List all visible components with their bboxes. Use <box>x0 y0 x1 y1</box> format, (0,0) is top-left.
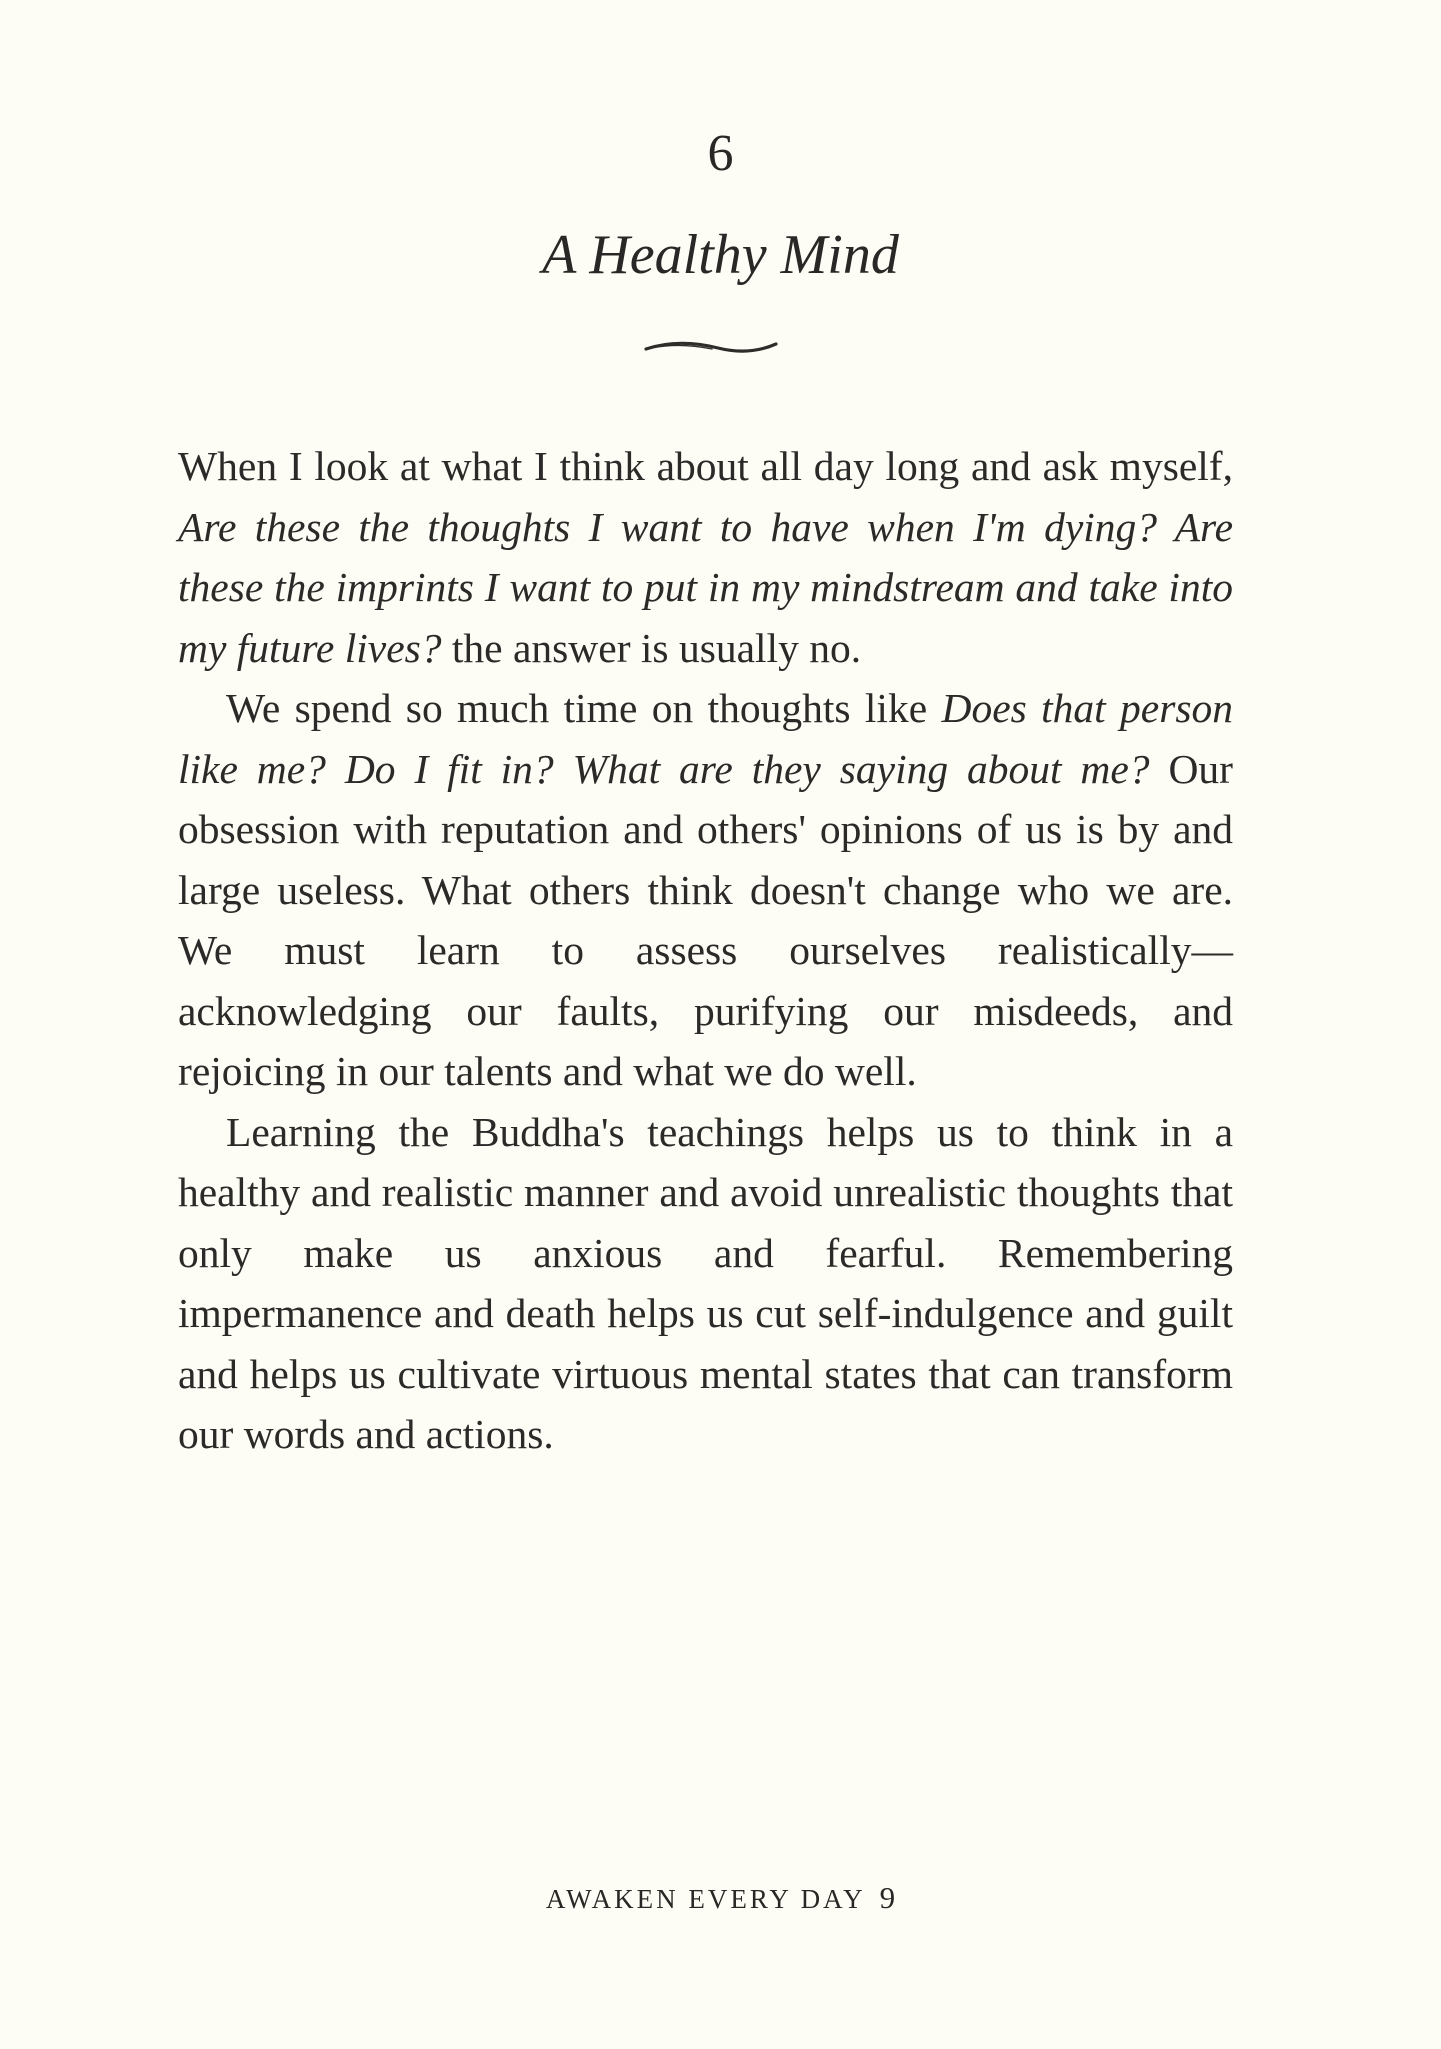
text-run: Learning the Buddha's teachings helps us to think in a healthy and realistic manner and avoid unrealistic thoughts that only make us anxious and fearful. Remembering impermanence and death helps us cut self-indulgence and guilt and helps us cultivate virtuous mental states that can transform our words and actions. <box>178 1108 1233 1457</box>
paragraph <box>178 1102 1233 1465</box>
chapter-number: 6 <box>707 125 734 182</box>
running-head: AWAKEN EVERY DAY <box>545 1884 866 1914</box>
text-run: Our obsession with reputation and others' opinions of us is by and large useless. What others think doesn't change who we are. We must learn to assess ourselves realistically—acknowledging our faults, purifying our misdeeds, and rejoicing in our talents and what we do well. <box>178 745 1233 1094</box>
paragraph <box>178 678 1233 1102</box>
italic-text-run: Are these the thoughts I want to have when I'm dying? Are these the imprints I want to put in my mindstream and take into my future lives? <box>178 503 1233 671</box>
page-number: 9 <box>879 1880 896 1915</box>
running-footer <box>0 1880 1441 1916</box>
text-run: We spend so much time on thoughts like <box>226 685 942 731</box>
swash-ornament-icon <box>642 336 782 360</box>
paragraph <box>178 436 1233 678</box>
chapter-body <box>178 436 1233 1465</box>
italic-text-run: Does that person like me? Do I fit in? What are they saying about me? <box>178 685 1233 792</box>
chapter-title: A Healthy Mind <box>542 224 899 286</box>
text-run: When I look at what I think about all day long and ask myself, <box>178 443 1233 489</box>
text-run: the answer is usually no. <box>441 624 862 671</box>
